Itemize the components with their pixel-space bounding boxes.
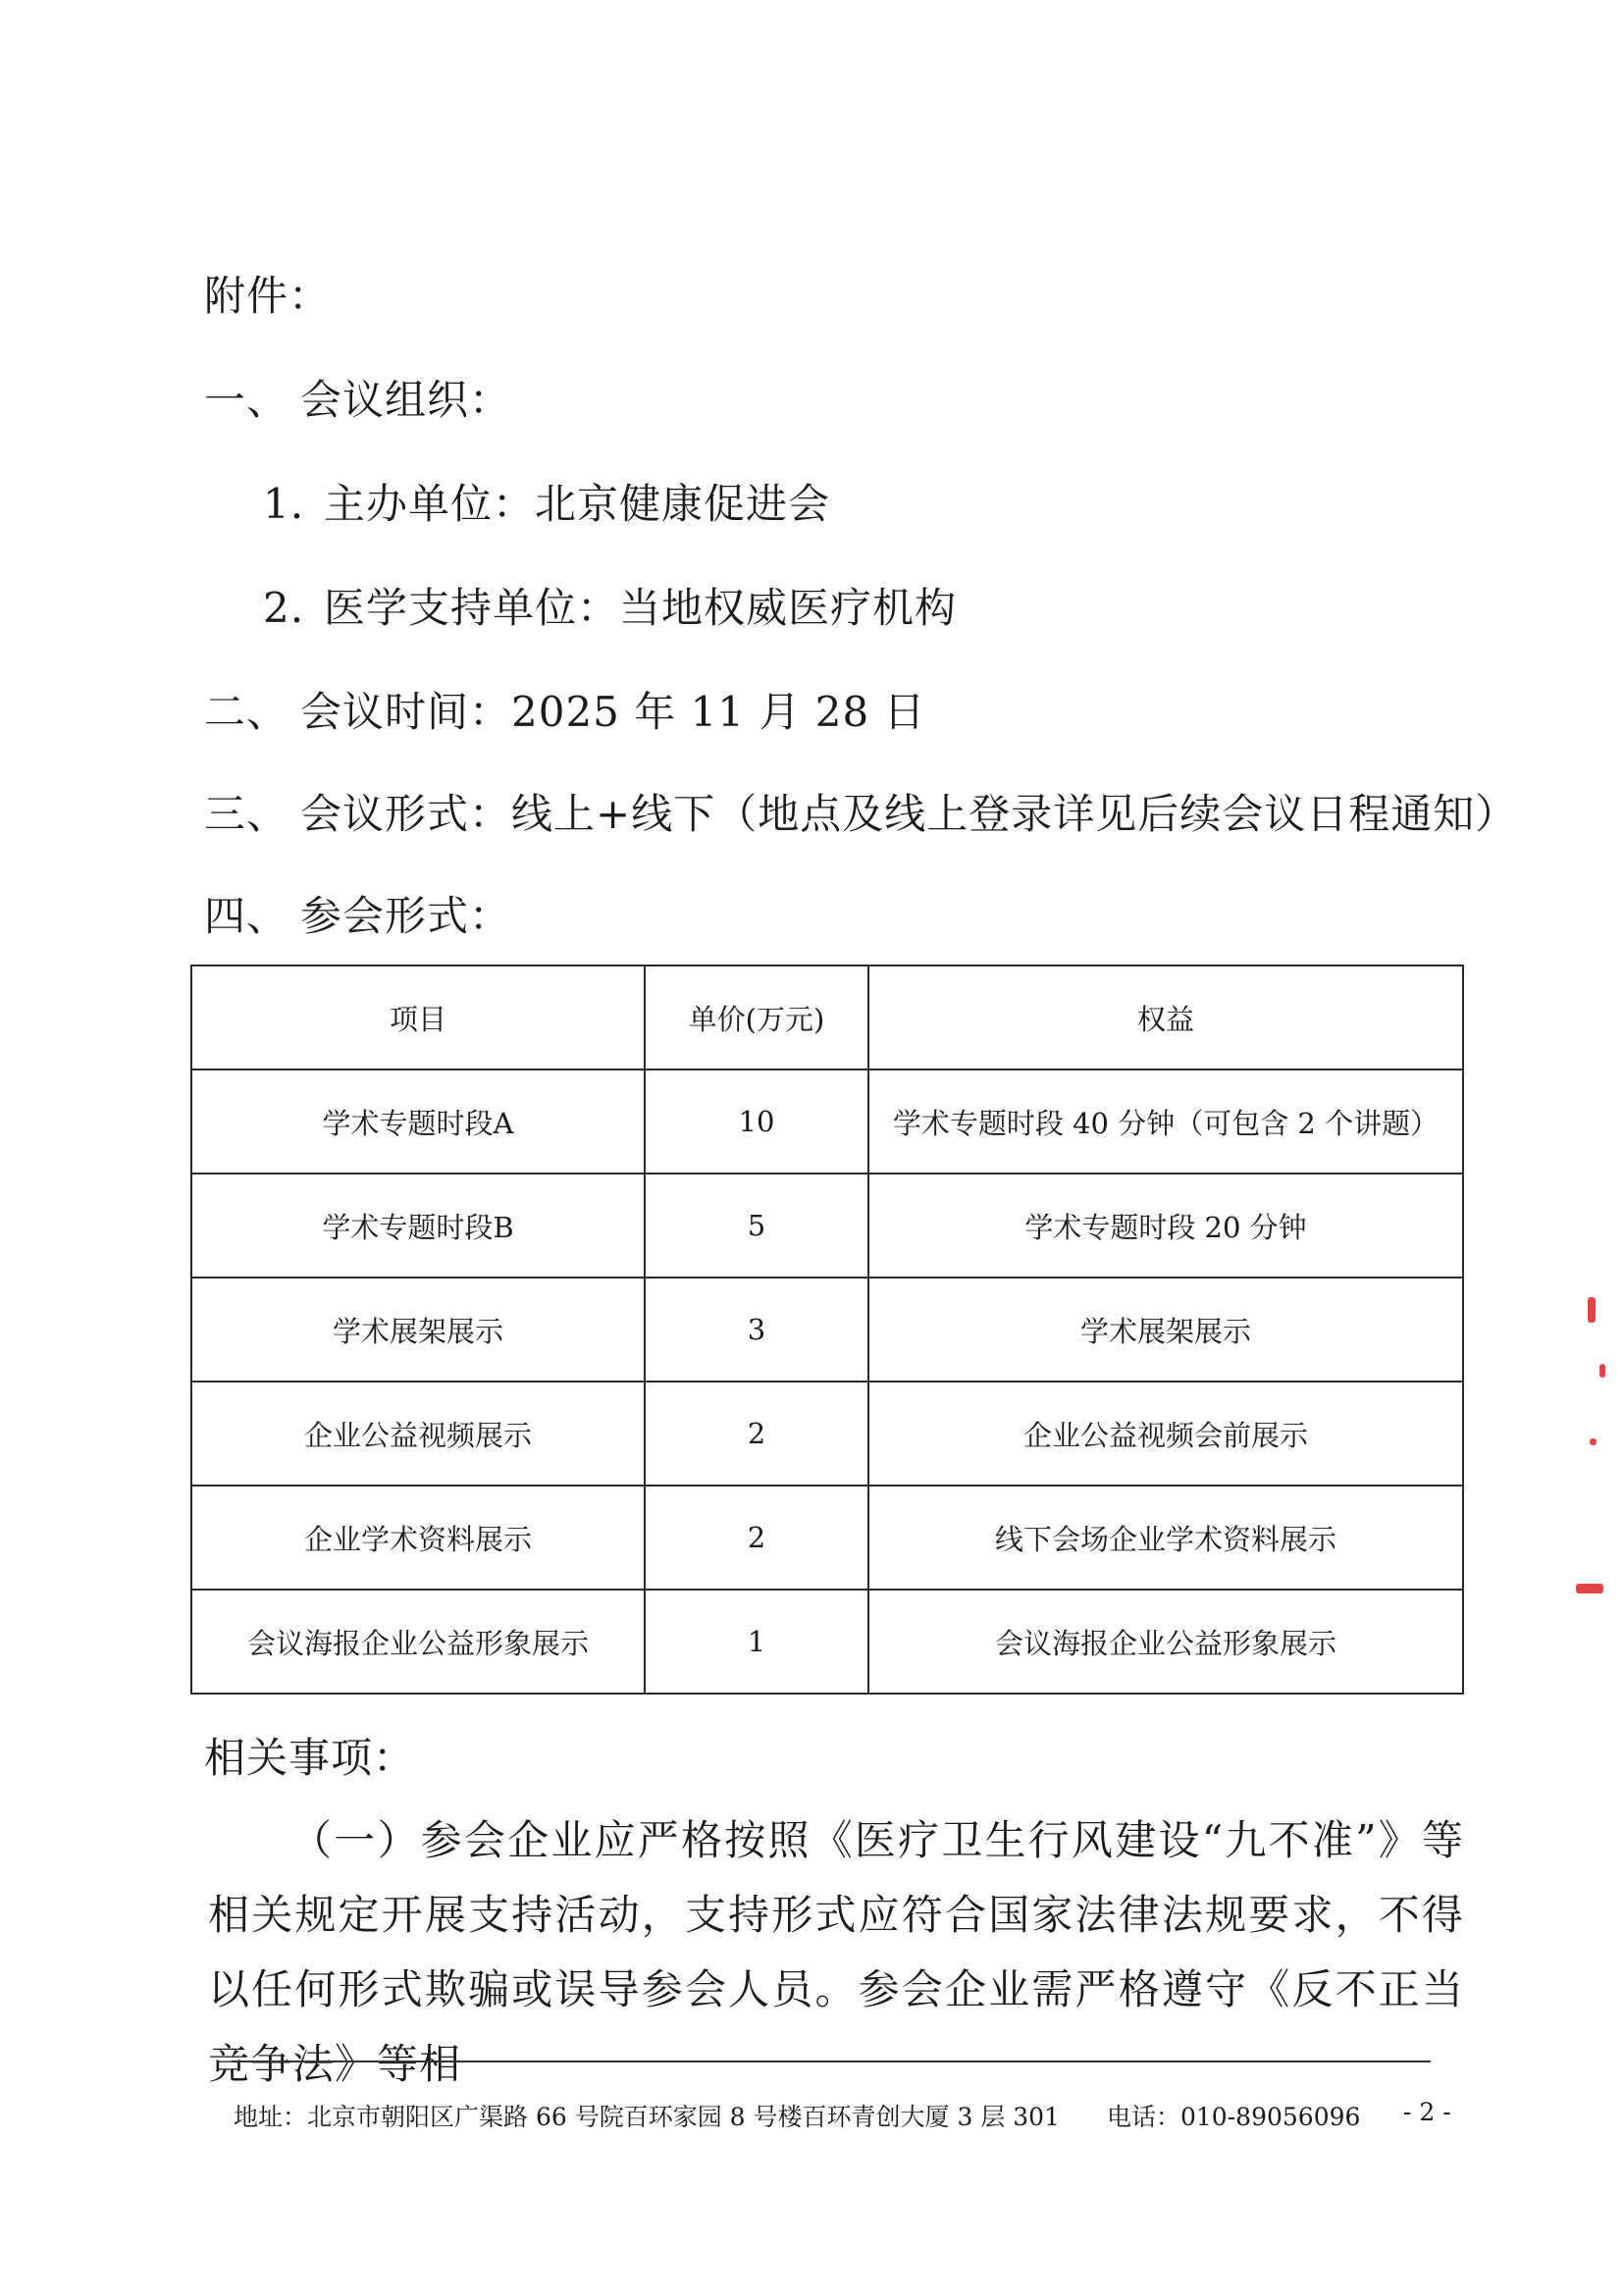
section-1-title: 会议组织： — [300, 376, 512, 424]
section-1-number: 一、 — [204, 376, 289, 424]
footer-divider — [232, 2061, 1431, 2062]
footer-phone: 电话：010-89056096 — [1107, 2103, 1361, 2131]
header-benefit: 权益 — [868, 965, 1463, 1070]
cell-item: 会议海报企业公益形象展示 — [191, 1590, 645, 1694]
cell-benefit: 学术专题时段 20 分钟 — [868, 1174, 1463, 1278]
attachment-label: 附件： — [204, 272, 332, 320]
header-price: 单价(万元) — [645, 965, 868, 1070]
table-row — [191, 1590, 1463, 1694]
footer-page-number: - 2 - — [1403, 2098, 1451, 2126]
table-header-row — [191, 965, 1463, 1070]
cell-item: 企业学术资料展示 — [191, 1486, 645, 1590]
section-3-title: 会议形式：线上+线下（地点及线上登录详见后续会议日程通知） — [300, 790, 1518, 838]
related-matters-paragraph — [208, 1803, 1464, 2102]
table-row — [191, 1278, 1463, 1382]
related-matters-title: 相关事项： — [204, 1734, 416, 1782]
cell-price: 3 — [645, 1278, 868, 1382]
cell-benefit: 学术专题时段 40 分钟（可包含 2 个讲题） — [868, 1070, 1463, 1174]
cell-price: 10 — [645, 1070, 868, 1174]
seal-edge-mark — [1590, 1438, 1597, 1445]
section-4-number: 四、 — [204, 892, 289, 940]
section-2-number: 二、 — [204, 688, 289, 736]
table-row — [191, 1382, 1463, 1486]
section-1-item-1 — [263, 475, 830, 534]
cell-item: 企业公益视频展示 — [191, 1382, 645, 1486]
section-3-heading — [204, 785, 1517, 844]
table-row — [191, 1174, 1463, 1278]
cell-item: 学术专题时段B — [191, 1174, 645, 1278]
cell-benefit: 学术展架展示 — [868, 1278, 1463, 1382]
cell-benefit: 线下会场企业学术资料展示 — [868, 1486, 1463, 1590]
section-4-title: 参会形式： — [300, 892, 512, 940]
cell-item: 学术展架展示 — [191, 1278, 645, 1382]
paragraph-1-text: （一）参会企业应严格按照《医疗卫生行风建设“九不准”》等相关规定开展支持活动，支持形式应符合国家法律法规要求，不得以任何形式欺骗或误导参会人员。参会企业需严格遵守《反不正当竞争法》等相 — [208, 1816, 1464, 2088]
cell-price: 2 — [645, 1382, 868, 1486]
section-1-heading — [204, 371, 511, 430]
cell-price: 1 — [645, 1590, 868, 1694]
item-2-text: 医学支持单位：当地权威医疗机构 — [324, 584, 958, 632]
seal-edge-mark — [1588, 1297, 1596, 1323]
header-item: 项目 — [191, 965, 645, 1070]
section-2-heading — [204, 683, 926, 742]
section-1-item-2 — [263, 579, 957, 638]
seal-edge-mark — [1576, 1584, 1603, 1593]
cell-price: 2 — [645, 1486, 868, 1590]
table-row — [191, 1486, 1463, 1590]
seal-edge-mark — [1599, 1364, 1605, 1378]
section-2-title: 会议时间：2025 年 11 月 28 日 — [300, 688, 926, 736]
cell-price: 5 — [645, 1174, 868, 1278]
footer-address: 地址：北京市朝阳区广渠路 66 号院百环家园 8 号楼百环青创大厦 3 层 301 — [234, 2103, 1060, 2131]
item-2-number: 2. — [263, 584, 305, 632]
participation-table — [190, 965, 1464, 1695]
cell-benefit: 会议海报企业公益形象展示 — [868, 1590, 1463, 1694]
section-4-heading — [204, 887, 511, 946]
item-1-number: 1. — [263, 480, 305, 528]
item-1-text: 主办单位：北京健康促进会 — [324, 480, 831, 528]
cell-benefit: 企业公益视频会前展示 — [868, 1382, 1463, 1486]
table-row — [191, 1070, 1463, 1174]
cell-item: 学术专题时段A — [191, 1070, 645, 1174]
section-3-number: 三、 — [204, 790, 289, 838]
